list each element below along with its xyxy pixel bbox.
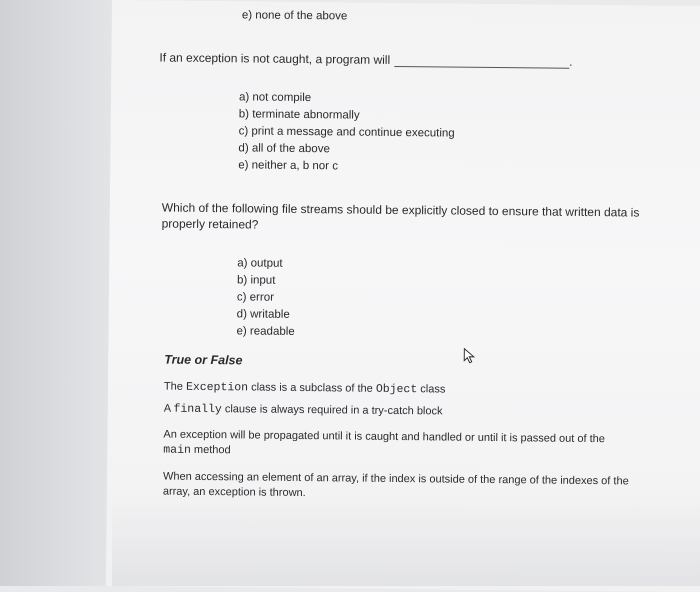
tf-1-text-a: The xyxy=(164,381,186,393)
tf-1-code-exception: Exception xyxy=(186,381,248,395)
monitor-bezel xyxy=(0,0,112,586)
q1-option-d: d) all of the above xyxy=(238,140,330,158)
tf-2-text-b: clause is always required in a try-catch block xyxy=(222,403,443,417)
q2-option-d: d) writable xyxy=(237,306,290,324)
question-1 xyxy=(159,50,572,68)
tf-statement-3-line-1: An exception will be propagated until it is caught and handled or until it is passed out of the xyxy=(163,429,605,446)
tf-1-text-c: class xyxy=(417,383,445,395)
previous-option-e: e) none of the above xyxy=(242,7,348,25)
tf-1-text-b: class is a subclass of the xyxy=(248,381,376,394)
q2-option-b: b) input xyxy=(237,272,276,289)
question-1-text: If an exception is not caught, a program will xyxy=(159,50,390,66)
tf-3-text-method: method xyxy=(191,444,231,456)
tf-1-code-object: Object xyxy=(376,383,418,396)
tf-statement-1 xyxy=(164,381,446,397)
q1-option-a: a) not compile xyxy=(239,89,311,107)
question-1-period: . xyxy=(569,55,572,69)
mouse-cursor-icon xyxy=(463,348,477,364)
tf-3-code-main: main xyxy=(163,444,191,457)
tf-statement-3-line-2 xyxy=(163,444,230,458)
question-2-line-1: Which of the following file streams should be explicitly closed to ensure that written data is xyxy=(162,201,640,220)
answer-blank xyxy=(394,54,569,69)
q2-option-a: a) output xyxy=(237,255,283,272)
tf-statement-4-line-1: When accessing an element of an array, if the index is outside of the range of the indexes of the xyxy=(163,471,629,488)
tf-statement-4-line-2: array, an exception is thrown. xyxy=(163,486,306,499)
q1-option-c: c) print a message and continue executing xyxy=(239,123,455,142)
tf-2-text-a: A xyxy=(164,403,174,415)
true-false-heading: True or False xyxy=(164,353,242,368)
q2-option-e: e) readable xyxy=(236,323,294,341)
tf-2-code-finally: finally xyxy=(173,403,221,417)
q2-option-c: c) error xyxy=(237,289,274,306)
q1-option-b: b) terminate abnormally xyxy=(239,106,360,124)
question-2-line-2: properly retained? xyxy=(162,217,259,232)
tf-statement-2 xyxy=(164,403,443,419)
document-page xyxy=(106,0,700,592)
q1-option-e: e) neither a, b nor c xyxy=(238,157,338,175)
